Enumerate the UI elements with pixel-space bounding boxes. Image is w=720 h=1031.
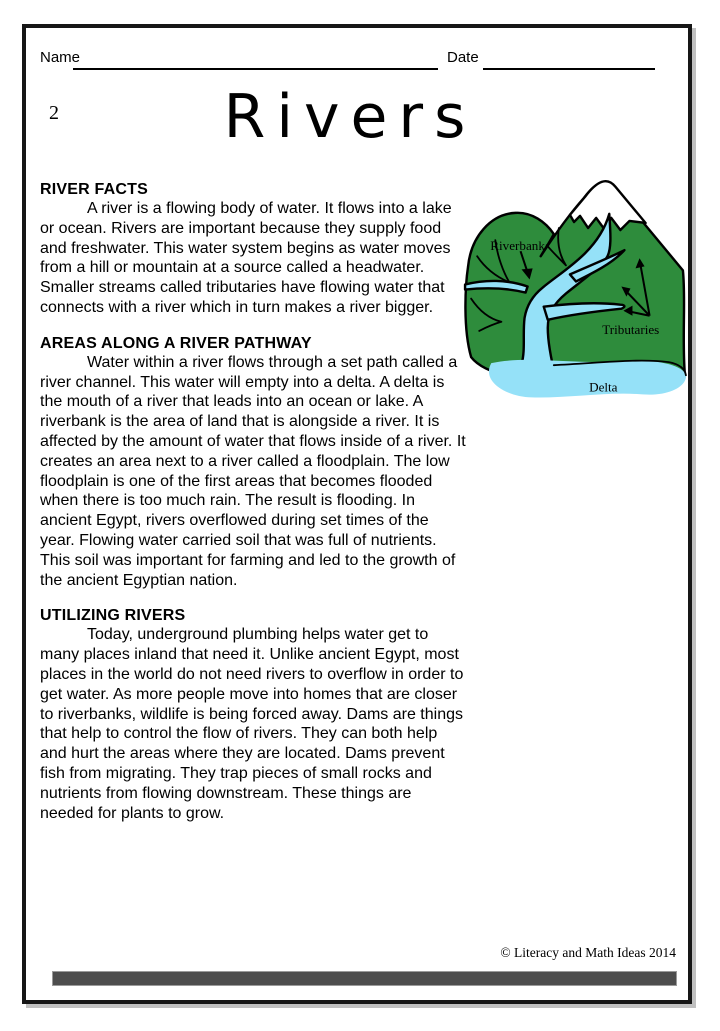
delta-shape (489, 360, 686, 398)
article-body (40, 181, 466, 823)
delta-label: Delta (589, 379, 618, 395)
date-label: Date (447, 49, 479, 66)
riverbank-label: Riverbank (490, 238, 545, 254)
section-utilizing-rivers (40, 607, 466, 823)
section-heading: AREAS ALONG A RIVER PATHWAY (40, 334, 312, 352)
river-diagram (457, 167, 695, 405)
section-areas-along-pathway (40, 335, 466, 591)
section-heading: UTILIZING RIVERS (40, 607, 186, 625)
section-paragraph: A river is a flowing body of water. It flows into a lake or ocean. Rivers are important because they supply food and freshwater. This water system begins as water moves from a hill or mountain at a source called a headwater. Smaller streams called tributaries have flowing water that connects with a river which in turn makes a river bigger. (40, 200, 452, 316)
copyright-text: © Literacy and Math Ideas 2014 (500, 945, 676, 960)
page-number: 2 (49, 102, 59, 124)
date-blank-line (483, 68, 655, 70)
name-blank-line (73, 68, 438, 70)
name-label: Name (40, 49, 81, 66)
section-paragraph: Today, underground plumbing helps water get to many places inland that need it. Unlike ancient Egypt, most places in the world do not need rivers to overflow in order to get water. As more people move into homes that are closer to riverbanks, wildlife is being forced away. Dams are things that help to control the flow of rivers. They can both help and hurt the areas where they are located. Dams prevent fish from migrating. They trap pieces of small rocks and nutrients from flowing downstream. These things are needed for plants to grow. (40, 626, 464, 822)
section-paragraph: Water within a river flows through a set path called a river channel. This water will empty into a delta. A delta is the mouth of a river that leads into an ocean or lake. A riverbank is the area of land that is alongside a river. It is affected by the amount of water that flows inside of a river. It creates an area next to a river called a floodplain. The low floodplain is one of the first areas that becomes flooded when there is too much rain. The result is flooding. In ancient Egypt, rivers overflowed during set times of the year. Flowing water carried soil that was full of nutrients. This soil was important for farming and led to the growth of the ancient Egyptian nation. (40, 353, 466, 589)
section-river-facts (40, 181, 466, 318)
section-heading: RIVER FACTS (40, 181, 148, 198)
tributaries-label: Tributaries (602, 321, 660, 337)
page-title: Rivers (223, 82, 477, 152)
footer-bar (52, 971, 677, 986)
